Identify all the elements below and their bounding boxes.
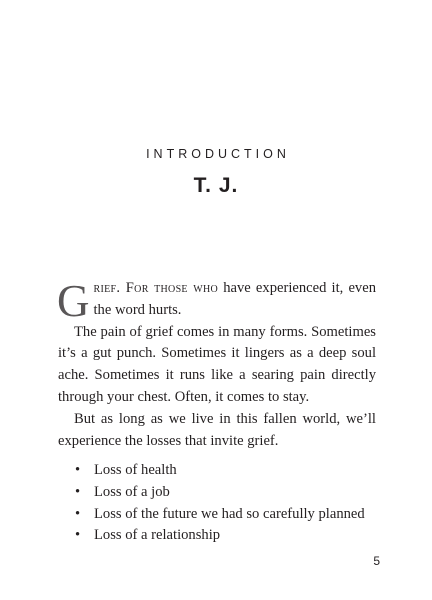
- body-text: [58, 278, 376, 452]
- bullet-icon: •: [75, 505, 81, 522]
- chapter-title: T. J.: [193, 174, 239, 197]
- list-item: [58, 504, 376, 526]
- bullet-icon: •: [75, 462, 81, 478]
- list-item-text: Loss of a relationship: [94, 527, 221, 544]
- list-item-text: Loss of a job: [94, 483, 170, 500]
- loss-list: [58, 460, 376, 547]
- paragraph-1: [57, 276, 377, 326]
- chapter-kicker: INTRODUCTION: [146, 147, 290, 161]
- paragraph-2: The pain of grief comes in many forms. Sometimes it’s a gut punch. Sometimes it lingers as a deep soul ache. Sometimes it runs like a searing pain directly through your chest. Often, it comes to stay.: [58, 323, 376, 405]
- bullet-icon: •: [75, 483, 81, 500]
- list-item: [58, 460, 376, 482]
- paragraph-1-rest: have experienced it, even the word hurts.: [93, 280, 377, 318]
- page-number: 5: [373, 554, 380, 568]
- paragraph-3: But as long as we live in this fallen world, we’ll experience the losses that invite grief.: [58, 410, 376, 449]
- list-item: [58, 525, 376, 547]
- bullet-icon: •: [75, 527, 81, 544]
- lead-smallcaps: rief. For those who: [93, 280, 219, 296]
- list-item-text: Loss of the future we had so carefully planned: [94, 505, 365, 522]
- list-item: [58, 482, 376, 504]
- drop-cap: G: [57, 276, 90, 326]
- list-item-text: Loss of health: [94, 462, 177, 478]
